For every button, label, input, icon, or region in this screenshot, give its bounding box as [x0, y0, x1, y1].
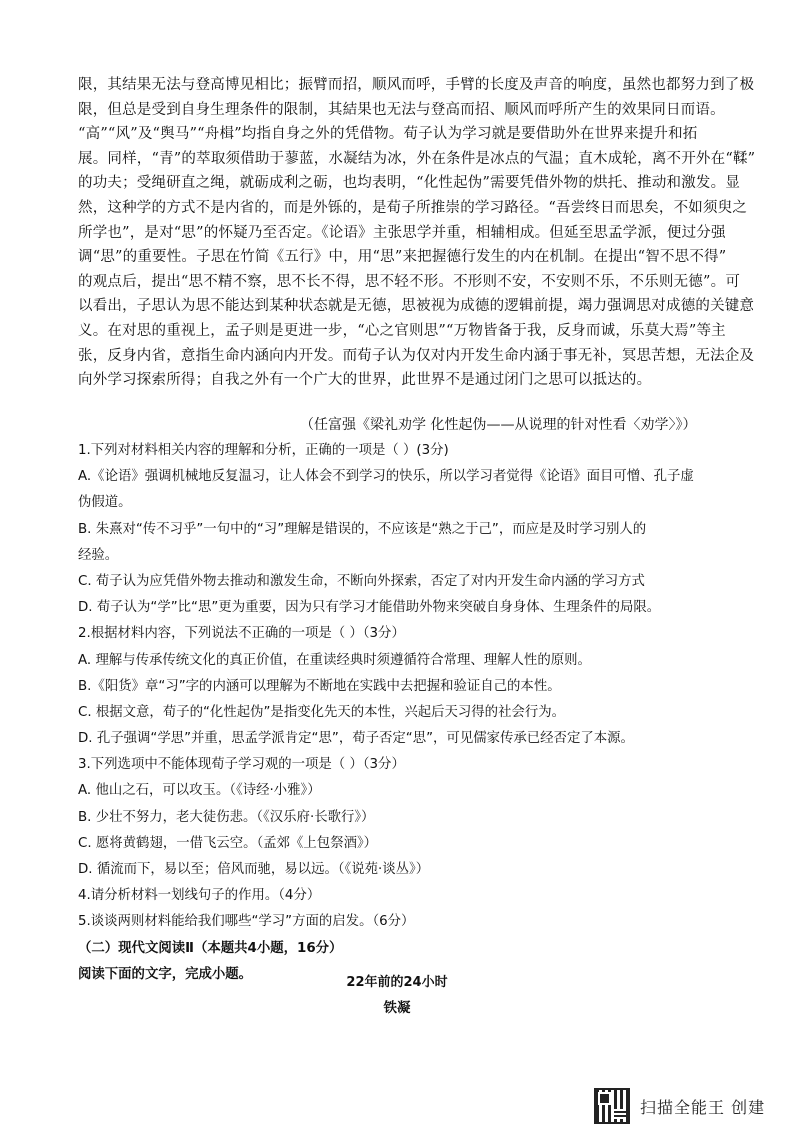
qr-code-icon	[594, 1088, 630, 1124]
story-title: 22年前的24小时	[346, 975, 448, 990]
passage-line: 的观点后，提出“思不精不察，思不长不得，思不轻不形。不形则不安，不安则不乐，不乐则无德”。可	[78, 273, 741, 290]
passage-line: “高”“风”及“舆马”“舟楫”均指自身之外的凭借物。荀子认为学习就是要借助外在世界来提升和拓	[78, 126, 698, 143]
passage-line: 限，但总是受到自身生理条件的限制，其結果也无法与登高而招、顺风而呼所产生的效果同日而语。	[78, 101, 725, 118]
question-line: D. 循流而下，易以至；倍风而驰，易以远。（《说苑·谈丛》）	[78, 862, 430, 877]
question-line: 阅读下面的文字，完成小题。	[78, 966, 253, 982]
question-line: D. 孔子强调“学思”并重，思孟学派肯定“思”，荀子否定“思”，可见儒家传承已经否定了本源。	[78, 731, 634, 747]
question-list	[78, 438, 728, 988]
question-line: 5.谈谈两则材料能给我们哪些“学习”方面的启发。（6分）	[78, 914, 415, 930]
passage-line: 然，这种学的方式不是内省的，而是外铄的，是荀子所推崇的学习路径。“吾尝终日而思矣，不如须臾之	[78, 199, 748, 216]
passage-line: 所学也”，是对“思”的怀疑乃至否定。《论语》主张思学并重，相辅相成。但延至思孟学派，便过分强	[78, 224, 726, 241]
passage-line: 向外学习探索所得；自我之外有一个广大的世界，此世界不是通过闭门之思可以抵达的。	[78, 372, 652, 389]
passage-line: 义。在对思的重视上，孟子则是更进一步，“心之官则思”“万物皆备于我，反身而诚，乐莫大焉”等主	[78, 322, 726, 339]
passage	[78, 73, 756, 393]
scanner-watermark	[594, 1088, 765, 1124]
question-line: 经验。	[78, 547, 119, 563]
story-author: 铁凝	[383, 1000, 411, 1016]
question-line: A. 理解与传承传统文化的真正价值，在重读经典时须遵循符合常理、理解人性的原则。	[78, 652, 591, 668]
passage-line: 的功夫；受绳研直之绳，就砺成利之砺，也均表明，“化性起伪”需要凭借外物的烘托、推动和激发。显	[78, 175, 741, 192]
question-line: C. 荀子认为应凭借外物去推动和激发生命，不断向外探索，否定了对内开发生命内涵的学习方式	[78, 573, 645, 589]
question-line: C. 根据文意，荀子的“化性起伪”是指变化先天的本性，兴起后天习得的社会行为。	[78, 704, 566, 720]
passage-line: 限，其结果无法与登高博见相比；振臂而招，顺风而呼，手臂的长度及声音的响度，虽然也都努力到了极	[78, 77, 755, 93]
passage-line: 调“思”的重要性。子思在竹简《五行》中，用“思”来把握德行发生的内在机制。在提出“智不思不得”	[78, 249, 727, 266]
question-line: C. 愿将黄鹤翅，一借飞云空。（孟郊《上包祭酒》）	[78, 835, 378, 851]
question-line: B. 朱熹对“传不习乎”一句中的“习”理解是错误的，不应该是“熟之于己”，而应是及时学习别人的	[78, 521, 647, 537]
question-line: 2.根据材料内容，下列说法不正确的一项是（ ）（3分）	[78, 626, 405, 642]
question-line: A.《论语》强调机械地反复温习，让人体会不到学习的快乐，所以学习者觉得《论语》面目可憎、孔子虚	[78, 469, 694, 485]
question-line: 3.下列选项中不能体现荀子学习观的一项是（ ）（3分）	[78, 757, 405, 773]
passage-line: 以看出，子思认为思不能达到某种状态就是无德，思被视为成德的逻辑前提，竭力强调思对成德的关键意	[78, 298, 755, 315]
question-line: （二）现代文阅读Ⅱ（本题共4小题，16分）	[78, 940, 343, 956]
question-line: B.《阳货》章“习”字的内涵可以理解为不断地在实践中去把握和验证自己的本性。	[78, 678, 561, 694]
question-line: 4.请分析材料一划线句子的作用。（4分）	[78, 888, 321, 904]
citation: （任富强《梁礼劝学 化性起伪——从说理的针对性看〈劝学〉》）	[300, 417, 697, 433]
passage-line: 展。同样，“青”的萃取须借助于蓼蓝，水凝结为冰，外在条件是冰点的气温；直木成轮，离不开外在“鞣”	[78, 150, 756, 167]
question-line: B. 少壮不努力，老大徒伤悲。（《汉乐府·长歌行》）	[78, 809, 375, 825]
question-line: D. 荀子认为“学”比“思”更为重要，因为只有学习才能借助外物来突破自身身体、生理条件的局限。	[78, 600, 661, 616]
passage-line: 张，反身内省，意指生命内涵向内开发。而荀子认为仅对内开发生命内涵于事无补，冥思苦想，无法企及	[78, 347, 755, 364]
watermark-text: 扫描全能王 创建	[640, 1097, 766, 1117]
question-line: 伪假道。	[78, 495, 132, 511]
question-line: A. 他山之石，可以攻玉。（《诗经·小雅》）	[78, 783, 321, 799]
question-line: 1.下列对材料相关内容的理解和分析，正确的一项是（ ）(3分)	[78, 443, 449, 458]
